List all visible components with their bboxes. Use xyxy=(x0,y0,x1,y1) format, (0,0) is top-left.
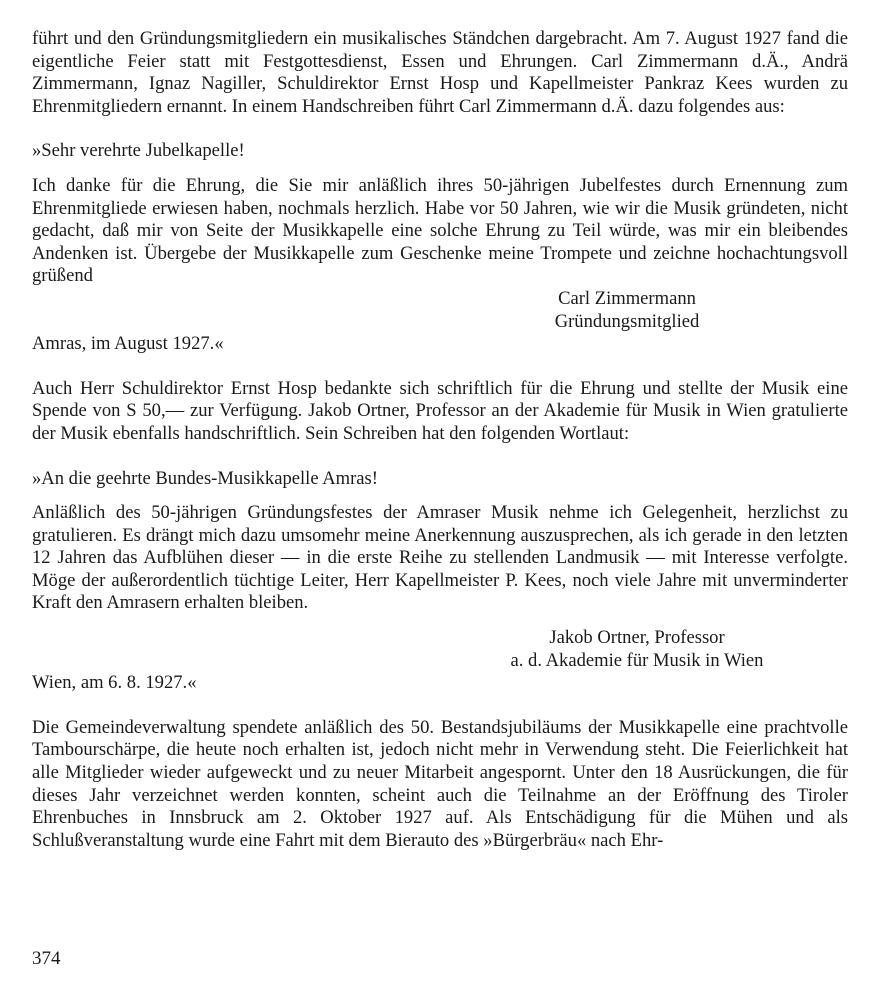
paragraph-hosp-ortner: Auch Herr Schuldirektor Ernst Hosp bedankte sich schriftlich für die Ehrung und stellte der Musik eine Spende von S 50,— zur Verfügung. Jakob Ortner, Professor an der Akademie für Musik in Wien gratulierte der Musik ebenfalls handschriftlich. Sein Schreiben hat den folgenden Wortlaut: xyxy=(32,377,848,444)
letter2-signature-name: Jakob Ortner, Professor xyxy=(549,627,725,649)
paragraph-gemeinde: Die Gemeindeverwaltung spendete anläßlich des 50. Bestandsjubiläums der Musikkapelle eine prachtvolle Tambourschärpe, die heute noch erhalten ist, jedoch nicht mehr in Verwendung steht. Die Feierlichkeit hat alle Mitglieder wieder aufgeweckt und zu neuer Mitarbeit angespornt. Unter den 18 Ausrückungen, die für dieses Jahr verzeichnet werden konnten, scheint auch die Teilnahme an der Eröffnung des Tiroler Ehrenbuches in Innsbruck am 2. Oktober 1927 auf. Als Entschädigung für die Mühen und als Schlußveranstaltung wurde eine Fahrt mit dem Bierauto des »Bürgerbräu« nach Ehr- xyxy=(32,716,848,851)
page-number: 374 xyxy=(32,948,61,969)
paragraph-intro: führt und den Gründungsmitgliedern ein musikalisches Ständchen dargebracht. Am 7. August 1927 fand die eigentliche Feier statt mit Festgottesdienst, Essen und Ehrungen. Carl Zimmermann d.Ä., Andrä Zimmermann, Ignaz Nagiller, Schuldirektor Ernst Hosp und Kapellmeister Pankraz Kees wurden zu Ehrenmitgliedern ernannt. In einem Handschreiben führt Carl Zimmermann d.Ä. dazu folgendes aus: xyxy=(32,28,848,117)
letter1-signature xyxy=(32,288,848,333)
letter1-signature-name: Carl Zimmermann xyxy=(558,287,696,309)
letter2-body: Anläßlich des 50-jährigen Gründungsfestes der Amraser Musik nehme ich Gelegenheit, herzlichst zu gratulieren. Es drängt mich dazu umsomehr meine Anerkennung auszusprechen, als ich gerade in den letzten 12 Jahren das Aufblühen dieser — in die erste Reihe zu stellenden Landmusik — mit Interesse verfolgte. Möge der außerordentlich tüchtige Leiter, Herr Kapellmeister P. Kees, noch viele Jahre mit unverminderter Kraft den Amrasern erhalten bleiben. xyxy=(32,502,848,614)
letter1-signature-title: Gründungsmitglied xyxy=(554,310,700,332)
letter1-salutation: »Sehr verehrte Jubelkapelle! xyxy=(32,140,245,162)
letter2-signature-title: a. d. Akademie für Musik in Wien xyxy=(510,649,764,671)
letter2-place-date: Wien, am 6. 8. 1927.« xyxy=(32,672,197,694)
body-text xyxy=(32,28,848,852)
letter2-signature xyxy=(32,627,848,672)
letter1-body: Ich danke für die Ehrung, die Sie mir anläßlich ihres 50-jährigen Jubelfestes durch Ernennung zum Ehrenmitgliede erwiesen haben, nochmals herzlich. Habe vor 50 Jahren, wie wir die Musik gründeten, nicht gedacht, daß mir von Seite der Musikkapelle eine solche Ehrung zu Teil würde, was mir ein bleibendes Andenken ist. Übergebe der Musikkapelle zum Geschenke meine Trompete und zeichne hochachtungsvoll grüßend xyxy=(32,174,848,287)
letter2-salutation: »An die geehrte Bundes-Musikkapelle Amras! xyxy=(32,467,378,489)
letter1-place-date: Amras, im August 1927.« xyxy=(32,333,224,355)
